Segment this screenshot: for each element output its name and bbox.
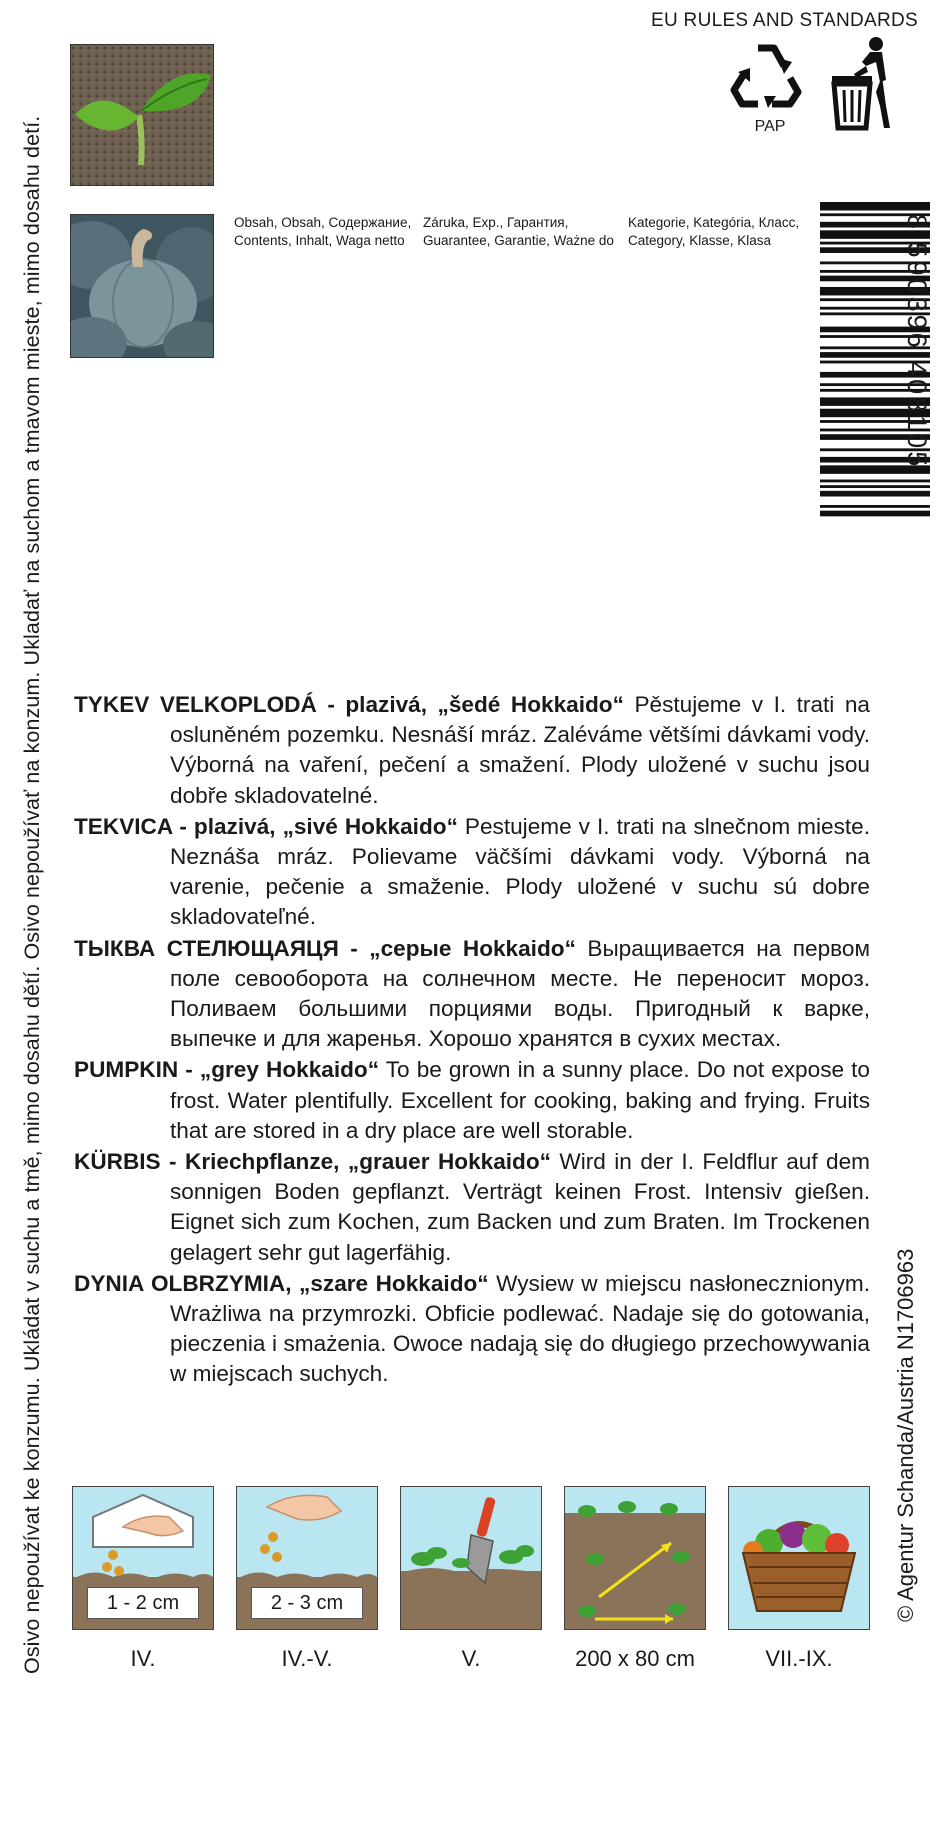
trash-bin-icon bbox=[826, 36, 902, 132]
guarantee-label: Záruka, Exp., Гарантия, Guarantee, Garantie, Ważne do bbox=[423, 215, 614, 248]
step-planting bbox=[400, 1486, 542, 1672]
contents-label: Obsah, Obsah, Содержание, Contents, Inhalt, Waga netto bbox=[234, 215, 412, 248]
description-text: Pestujeme v I. trati na slnečnom mieste. Neznáša mráz. Polievame väčšími dávkami vody. Výborná na varenie, pečenie a smaženie. Plody uložené v suchu sú dobre skladovateľné. bbox=[170, 813, 870, 930]
description-de bbox=[74, 1147, 870, 1268]
step-caption: VII.-IX. bbox=[765, 1646, 833, 1671]
step-sowing-depth bbox=[72, 1486, 214, 1672]
harvest-basket-icon bbox=[728, 1486, 870, 1630]
step-harvest bbox=[728, 1486, 870, 1672]
storage-instructions: Osivo nepoužívat ke konzumu. Ukládat v suchu a tmě, mimo dosahu dětí. Osivo nepoužívať na konzum. Ukladať na suchom a tmavom mieste, mimo dosahu detí. bbox=[20, 115, 44, 1674]
sowing-steps bbox=[72, 1486, 878, 1671]
description-heading: DYNIA OLBRZYMIA, „szare Hokkaido“ bbox=[74, 1270, 489, 1296]
description-en bbox=[74, 1055, 870, 1146]
step-spacing bbox=[564, 1486, 706, 1672]
sowing-hand-icon bbox=[236, 1486, 378, 1630]
barcode-bar bbox=[820, 202, 930, 210]
barcode-digits: 8 590396 408105 bbox=[902, 214, 932, 470]
description-pl bbox=[74, 1269, 870, 1390]
step-caption: V. bbox=[461, 1646, 481, 1671]
step-caption: IV.-V. bbox=[281, 1646, 333, 1671]
trowel-planting-icon bbox=[400, 1486, 542, 1630]
depth-label: 2 - 3 cm bbox=[251, 1587, 363, 1619]
description-heading: PUMPKIN - „grey Hokkaido“ bbox=[74, 1057, 380, 1083]
category-label: Kategorie, Kategória, Класс, Category, Klasse, Klasa bbox=[628, 215, 800, 248]
description-sk bbox=[74, 812, 870, 933]
description-cs bbox=[74, 690, 870, 811]
step-caption: 200 x 80 cm bbox=[575, 1646, 695, 1671]
recycle-icon bbox=[728, 38, 804, 114]
description-block bbox=[74, 690, 870, 1391]
description-heading: TYKEV VELKOPLODÁ - plazivá, „šedé Hokkaido“ bbox=[74, 692, 624, 717]
recycle-code: PAP bbox=[754, 118, 786, 135]
description-text: Wysiew w miejscu nasłonecznionym. Wrażliwa na przymrozki. Obficie podlewać. Nadaje się do gotowania, pieczenia i smażenia. Owoce nadają się do długiego przechowywania w miejscach suchych. bbox=[170, 1270, 870, 1387]
step-sowing-depth-2 bbox=[236, 1486, 378, 1672]
description-heading: ТЫКВА СТЕЛЮЩАЯЦЯ - „серые Hokkaido“ bbox=[74, 935, 576, 961]
description-ru bbox=[74, 934, 870, 1055]
description-text: Выращивается на первом поле севооборота на солнечном месте. Не переносит мороз. Поливаем большими порциями воды. Пригодный к варке, выпечке и для жаренья. Хорошо хранятся в сухих местах. bbox=[170, 935, 871, 1052]
seedling-photo bbox=[70, 44, 214, 186]
copyright-notice: © Agentur Schanda/Austria N1706963 bbox=[893, 1248, 918, 1622]
description-text: Pěstujeme v I. trati na osluněném pozemku. Nesnáší mráz. Zaléváme většími dávkami vody. Výborná na vaření, pečení a smažení. Plody uložené v suchu jsou dobře skladovatelné. bbox=[170, 692, 870, 808]
sowing-hand-icon bbox=[72, 1486, 214, 1630]
pumpkin-photo bbox=[70, 214, 214, 358]
step-caption: IV. bbox=[130, 1646, 156, 1671]
description-heading: TEKVICA - plazivá, „sivé Hokkaido“ bbox=[74, 813, 458, 839]
eu-rules-label: EU RULES AND STANDARDS bbox=[650, 10, 918, 31]
description-text: To be grown in a sunny place. Do not expose to frost. Water plentifully. Excellent for cooking, baking and frying. Fruits that are stored in a dry place are well storable. bbox=[170, 1057, 870, 1143]
description-text: Wird in der I. Feldflur auf dem sonnigen Boden gepflanzt. Verträgt keinen Frost. Intensiv gießen. Eignet sich zum Kochen, zum Backen und zum Braten. Im Trockenen gelagert sehr gut lagerfähig. bbox=[170, 1149, 871, 1265]
depth-label: 1 - 2 cm bbox=[87, 1587, 199, 1619]
spacing-diagram-icon bbox=[564, 1486, 706, 1630]
description-heading: KÜRBIS - Kriechpflanze, „grauer Hokkaido“ bbox=[74, 1149, 551, 1175]
